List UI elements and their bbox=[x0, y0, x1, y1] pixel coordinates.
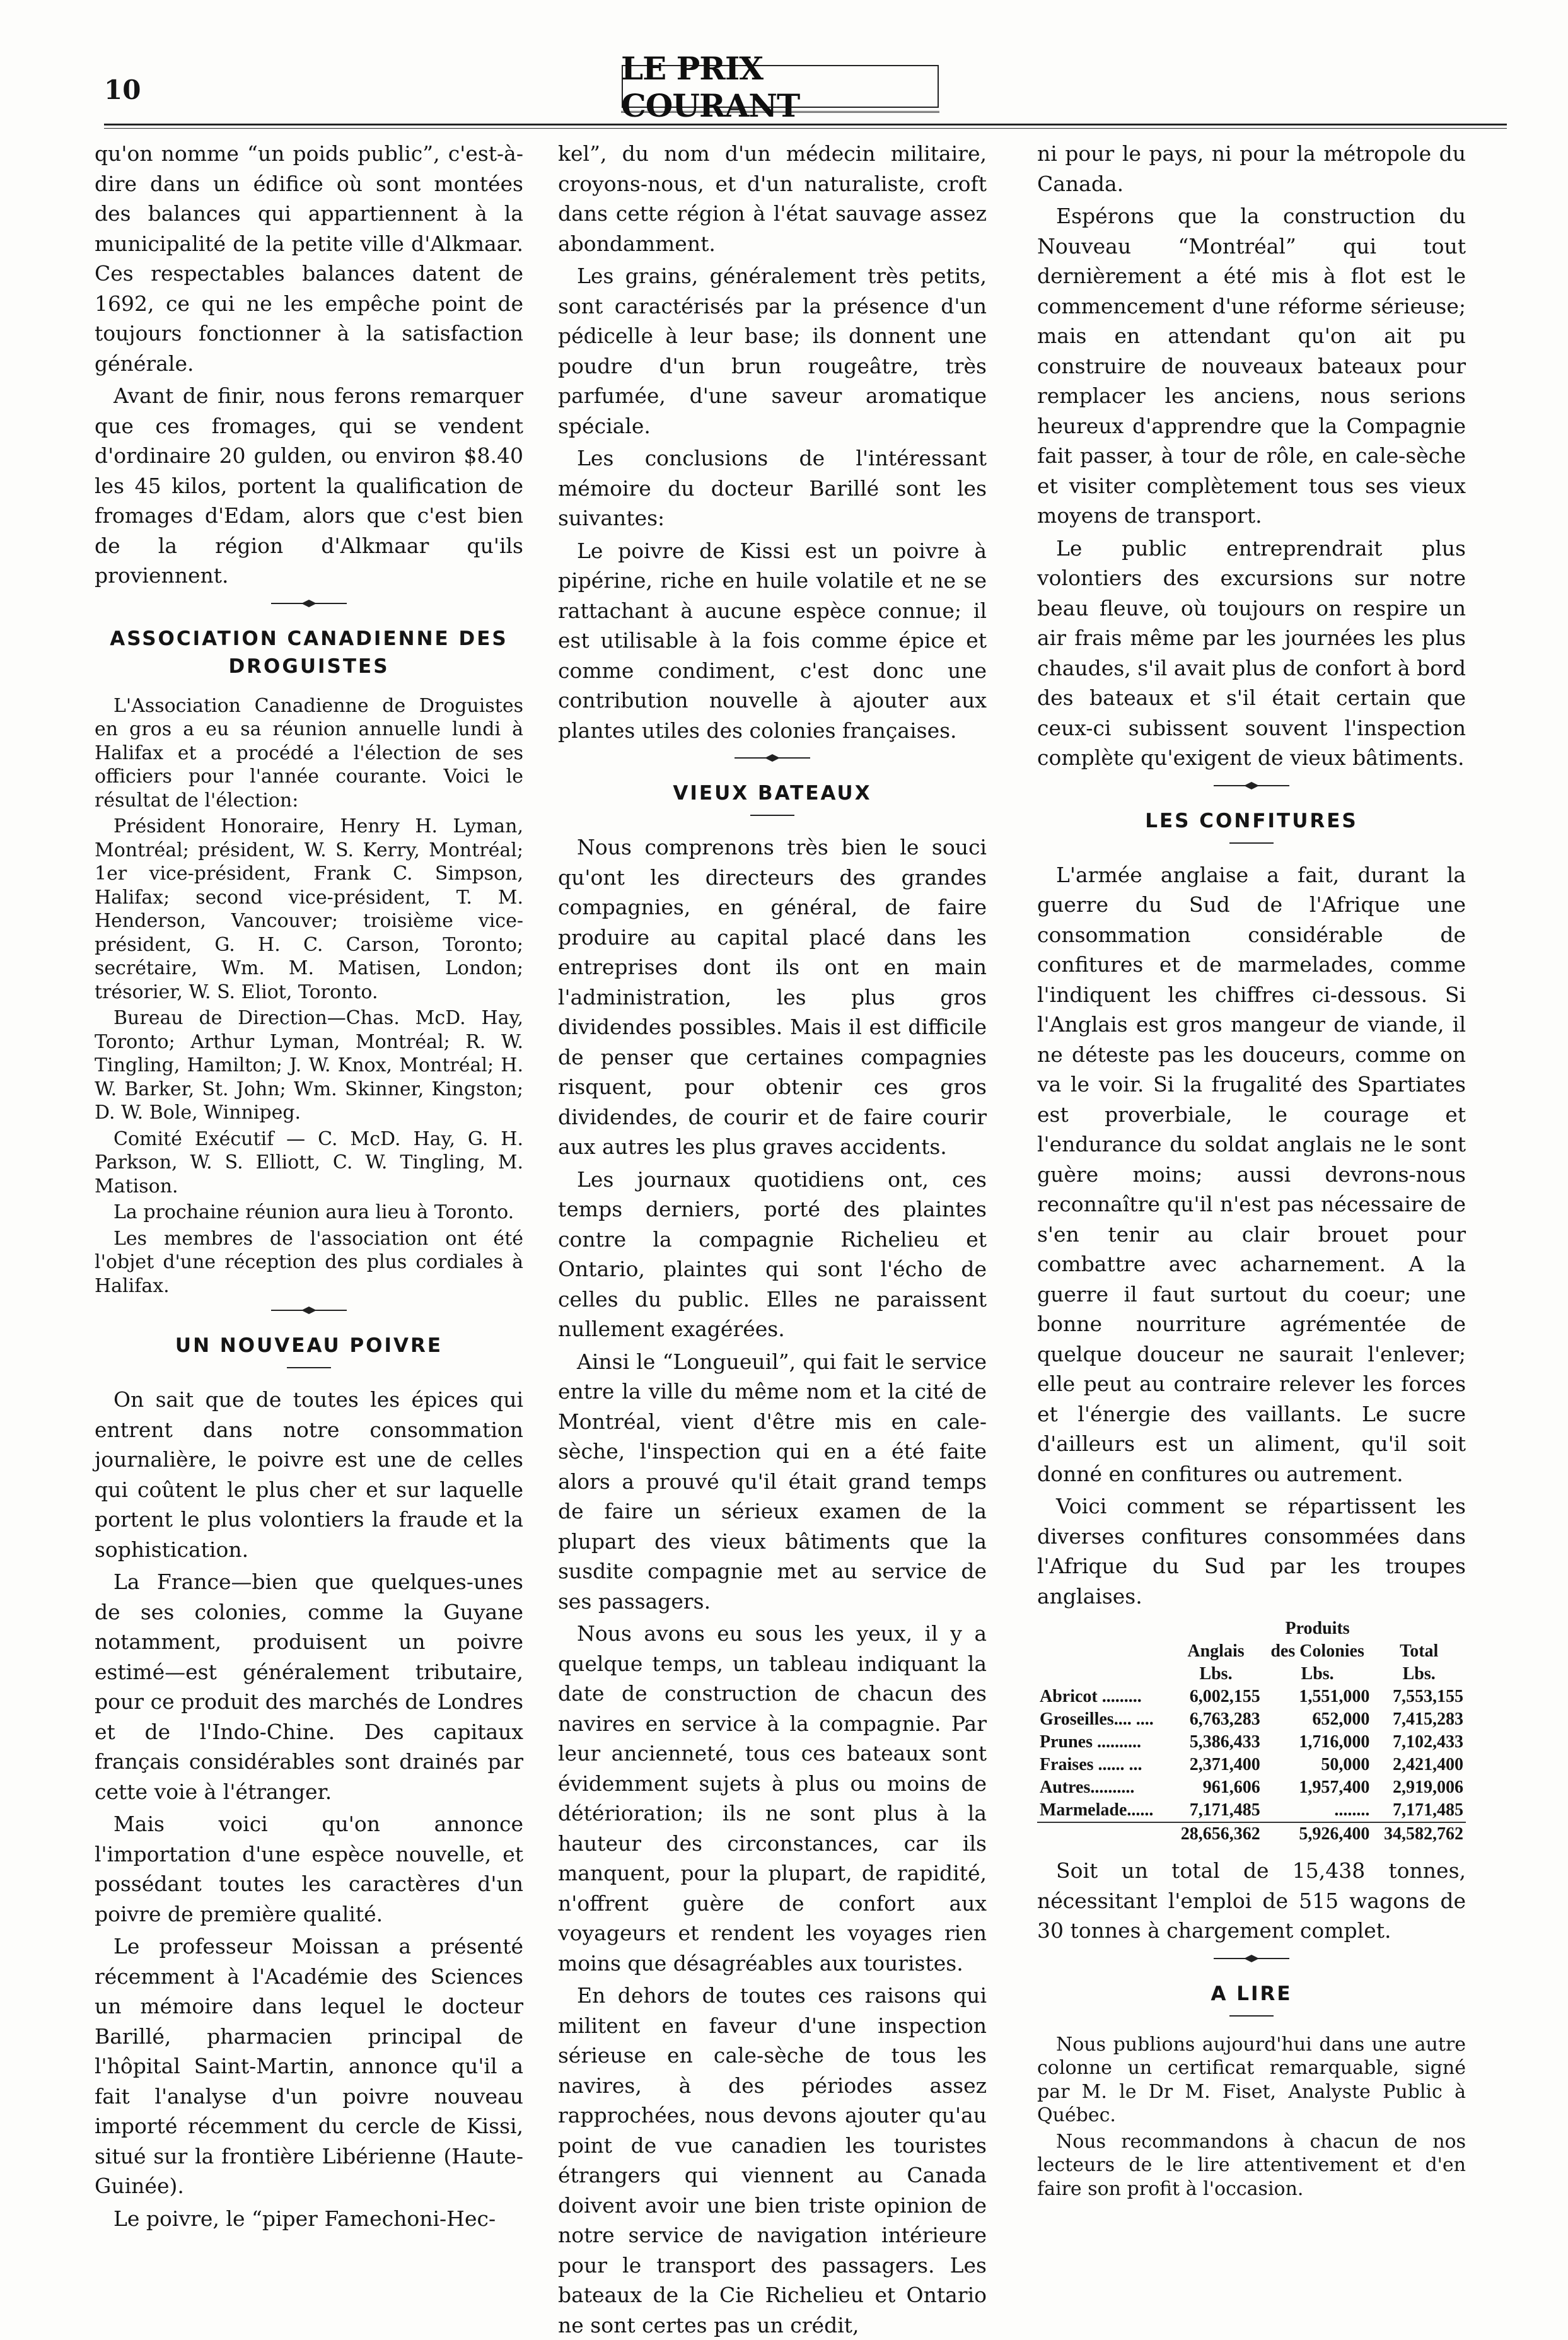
table-header: Total bbox=[1400, 1641, 1439, 1661]
paragraph: Comité Exécutif — C. McD. Hay, G. H. Parkson, W. S. Elliott, C. W. Tingling, M. Matison. bbox=[95, 1127, 523, 1197]
paragraph: ni pour le pays, ni pour la métropole du Canada. bbox=[1037, 141, 1466, 196]
heading-rule bbox=[287, 1367, 331, 1368]
masthead-title: LE PRIX COURANT bbox=[621, 50, 800, 124]
row-label: Prunes .......... bbox=[1040, 1732, 1141, 1752]
table-unit: Lbs. bbox=[1199, 1664, 1233, 1684]
heading-rule bbox=[1229, 2015, 1274, 2017]
table-row bbox=[1037, 1708, 1466, 1731]
cell-anglais: 6,002,155 bbox=[1189, 1687, 1260, 1706]
paragraph: La France—bien que quelques-unes de ses colonies, comme la Guyane notamment, produisent un poivre estimé—est généralement tributaire, pour ce produit des marchés de Londres et de l'Indo-Chine. Des capitaux français considérables sont drainés par cette voie à l'étranger. bbox=[95, 1569, 523, 1804]
paragraph: L'Association Canadienne de Droguistes en gros a eu sa réunion annuelle lundi à Halifax et a procédé a l'élection de ses officiers pour l'année courante. Voici le résultat de l'élection: bbox=[95, 694, 523, 812]
paragraph: Espérons que la construction du Nouveau “Montréal” qui tout dernièrement a été mis à flot est le commencement d'une réforme sérieuse; mais en attendant qu'on ait pu construire de nouveaux bateaux pour remplacer les anciens, nous serions heureux d'apprendre que la Compagnie fait passer, à tour de rôle, en cale-sèche et visiter complètement tous ses vieux moyens de transport. bbox=[1037, 204, 1466, 528]
table-row bbox=[1037, 1799, 1466, 1822]
paragraph: Le poivre, le “piper Famechoni-Hec- bbox=[113, 2206, 496, 2231]
cell-anglais: 2,371,400 bbox=[1189, 1755, 1260, 1774]
section-heading: VIEUX BATEAUX bbox=[673, 782, 872, 805]
column-1 bbox=[95, 139, 523, 2233]
table-total-row bbox=[1037, 1822, 1466, 1846]
page-number: 10 bbox=[104, 74, 141, 105]
paragraph: Le poivre de Kissi est un poivre à pipérine, riche en huile volatile et ne se rattachant à aucune espèce connue; il est utilisable à la fois comme épice et comme condiment, c'est donc une contribution nouvelle à ajouter aux plantes utiles des colonies françaises. bbox=[558, 538, 987, 743]
paragraph: qu'on nomme “un poids public”, c'est-à-dire dans un édifice où sont montées des balances qui appartiennent à la municipalité de la petite ville d'Alkmaar. Ces respectables balances datent de 1692, ce qui ne les empêche point de toujours fonctionner à la satisfaction générale. bbox=[95, 141, 523, 376]
row-label: Marmelade...... bbox=[1040, 1800, 1154, 1820]
paragraph: Nous publions aujourd'hui dans une autre colonne un certificat remarquable, signé par M. le Dr M. Fiset, Analyste Public à Québec. bbox=[1037, 2033, 1466, 2126]
section-ornament-icon bbox=[95, 597, 523, 616]
cell-total: 7,415,283 bbox=[1393, 1709, 1463, 1729]
column-2 bbox=[558, 139, 987, 2340]
paragraph: kel”, du nom d'un médecin militaire, croyons-nous, et d'un naturaliste, croft dans cette région à l'état sauvage assez abondamment. bbox=[558, 141, 987, 256]
header-rule bbox=[104, 124, 1507, 129]
cell-colonies: ........ bbox=[1334, 1800, 1370, 1820]
paragraph: Soit un total de 15,438 tonnes, nécessitant l'emploi de 515 wagons de 30 tonnes à chargement complet. bbox=[1037, 1858, 1466, 1943]
paragraph: L'armée anglaise a fait, durant la guerre du Sud de l'Afrique une consommation considérable de confitures et de marmelades, comme l'indiquent les chiffres ci-dessous. Si l'Anglais est gros mangeur de viande, il ne déteste pas les douceurs, comme on va le voir. Si la frugalité des Spartiates est proverbiale, le courage et l'endurance du soldat anglais ne le sont guère moins; aussi devrons-nous reconnaître qu'il n'est pas nécessaire de s'en tenir au clair brouet pour combattre avec acharnement. A la guerre il faut surtout du coeur; une bonne nourriture agrémentée de quelque douceur ne saurait l'enlever; elle peut au contraire relever les forces et l'énergie des vaillants. Le sucre d'ailleurs est un aliment, qu'il soit donné en confitures ou autrement. bbox=[1037, 862, 1466, 1486]
column-3 bbox=[1037, 139, 1466, 2201]
table-unit: Lbs. bbox=[1402, 1664, 1436, 1684]
paragraph: Mais voici qu'on annonce l'importation d'une espèce nouvelle, et possédant toutes les caractères d'un poivre de première qualité. bbox=[95, 1812, 523, 1926]
heading-rule bbox=[750, 815, 794, 816]
section-heading: LES CONFITURES bbox=[1145, 809, 1358, 832]
paragraph: Le public entreprendrait plus volontiers des excursions sur notre beau fleuve, où toujours on respire un air frais même par les journées les plus chaudes, s'il avait plus de confort à bord des bateaux et s'il était certain que ceux-ci subissent souvent l'inspection complète qu'exigent de vieux bâtiments. bbox=[1037, 535, 1466, 770]
section-heading: UN NOUVEAU POIVRE bbox=[175, 1334, 443, 1357]
cell-colonies: 652,000 bbox=[1312, 1709, 1370, 1729]
total-colonies: 5,926,400 bbox=[1263, 1822, 1373, 1846]
confitures-table bbox=[1037, 1617, 1466, 1846]
paragraph: On sait que de toutes les épices qui entrent dans notre consommation journalière, le poivre est une de celles qui coûtent le plus cher et sur laquelle portent le plus volontiers la fraude et la sophistication. bbox=[95, 1387, 523, 1562]
cell-anglais: 961,606 bbox=[1202, 1778, 1260, 1797]
section-ornament-icon bbox=[1037, 779, 1466, 798]
table-header: Anglais bbox=[1187, 1641, 1245, 1661]
row-label: Groseilles.... .... bbox=[1040, 1709, 1154, 1729]
cell-anglais: 7,171,485 bbox=[1189, 1800, 1260, 1820]
paragraph: Voici comment se répartissent les diverses confitures consommées dans l'Afrique du Sud par les troupes anglaises. bbox=[1037, 1494, 1466, 1609]
paragraph: Nous recommandons à chacun de nos lecteurs de le lire attentivement et d'en faire son profit à l'occasion. bbox=[1037, 2130, 1466, 2200]
table-row bbox=[1037, 1754, 1466, 1776]
cell-colonies: 1,716,000 bbox=[1299, 1732, 1370, 1752]
cell-anglais: 6,763,283 bbox=[1189, 1709, 1260, 1729]
paragraph: Les journaux quotidiens ont, ces temps derniers, porté des plaintes contre la compagnie Richelieu et Ontario, plaintes qui sont l'écho de celles du public. Elles ne paraissent nullement exagérées. bbox=[558, 1167, 987, 1341]
paragraph: Les grains, généralement très petits, sont caractérisés par la présence d'un pédicelle à leur base; ils donnent une poudre d'un brun rougeâtre, très parfumée, d'une saveur aromatique spéciale. bbox=[558, 264, 987, 438]
section-ornament-icon bbox=[95, 1304, 523, 1323]
table-row bbox=[1037, 1776, 1466, 1799]
heading-rule bbox=[1229, 842, 1274, 844]
paragraph: Nous comprenons très bien le souci qu'ont les directeurs des grandes compagnies, en général, de faire produire au capital placé dans les entreprises dont ils ont en main l'administration, les plus gros dividendes possibles. Mais il est difficile de penser que certaines compagnies risquent, pour obtenir ces gros dividendes, de courir et de faire courir aux autres les plus graves accidents. bbox=[558, 835, 987, 1159]
table-group-header: Produits bbox=[1285, 1619, 1350, 1638]
table-header: des Colonies bbox=[1270, 1641, 1364, 1661]
paragraph: Ainsi le “Longueuil”, qui fait le service entre la ville du même nom et la cité de Montréal, vient d'être mis en cale-sèche, l'inspection qui en a été faite alors a prouvé qu'il était grand temps de faire un sérieux examen de la plupart des vieux bâtiments que la susdite compagnie met au service de ses passagers. bbox=[558, 1349, 987, 1614]
table-unit: Lbs. bbox=[1301, 1664, 1334, 1684]
section-ornament-icon bbox=[558, 752, 987, 771]
cell-colonies: 1,957,400 bbox=[1299, 1778, 1370, 1797]
section-heading: A LIRE bbox=[1211, 1982, 1292, 2005]
paragraph: Président Honoraire, Henry H. Lyman, Montréal; président, W. S. Kerry, Montréal; 1er vice-président, Frank C. Simpson, Halifax; second vice-président, T. M. Henderson, Vancouver; troisième vice-président, G. H. C. Carson, Toronto; secrétaire, Wm. M. Matisen, London; trésorier, W. S. Eliot, Toronto. bbox=[95, 815, 523, 1003]
paragraph: Nous avons eu sous les yeux, il y a quelque temps, un tableau indiquant la date de construction de chacun des navires en service à la compagnie. Par leur ancienneté, tous ces bateaux sont évidemment sujets à plus ou moins de détérioration; ils ne sont plus à la hauteur des circonstances, car ils manquent, pour la plupart, de rapidité, n'offrent guère de confort aux voyageurs et rendent les voyages rien moins que désagréables aux touristes. bbox=[558, 1621, 987, 1976]
paragraph: Les conclusions de l'intéressant mémoire du docteur Barillé sont les suivantes: bbox=[558, 446, 987, 530]
total-total: 34,582,762 bbox=[1372, 1822, 1466, 1846]
cell-anglais: 5,386,433 bbox=[1189, 1732, 1260, 1752]
cell-total: 7,102,433 bbox=[1393, 1732, 1463, 1752]
paragraph: Les membres de l'association ont été l'objet d'une réception des plus cordiales à Halifax. bbox=[95, 1227, 523, 1297]
paragraph: Avant de finir, nous ferons remarquer que ces fromages, qui se vendent d'ordinaire 20 gulden, ou environ $8.40 les 45 kilos, portent la qualification de fromages d'Edam, alors que c'est bien de la région d'Alkmaar qu'ils proviennent. bbox=[95, 383, 523, 588]
section-ornament-icon bbox=[1037, 1952, 1466, 1971]
row-label: Fraises ...... ... bbox=[1040, 1755, 1142, 1774]
cell-colonies: 50,000 bbox=[1321, 1755, 1370, 1774]
total-anglais: 28,656,362 bbox=[1169, 1822, 1263, 1846]
masthead-logo bbox=[621, 50, 939, 124]
paragraph: Le professeur Moissan a présenté récemment à l'Académie des Sciences un mémoire dans lequel le docteur Barillé, pharmacien principal de l'hôpital Saint-Martin, annonce qu'il a fait l'analyse d'un poivre nouveau importé récemment du cercle de Kissi, situé sur la frontière Libérienne (Haute-Guinée). bbox=[95, 1934, 523, 2198]
cell-total: 2,421,400 bbox=[1393, 1755, 1463, 1774]
cell-total: 7,171,485 bbox=[1393, 1800, 1463, 1820]
paragraph: En dehors de toutes ces raisons qui militent en faveur d'une inspection sérieuse en cale-sèche de tous les navires, à des périodes assez rapprochées, nous devons ajouter qu'au point de vue canadien les touristes étrangers qui viennent au Canada doivent avoir une bien triste opinion de notre service de navigation intérieure pour le transport des passagers. Les bateaux de la Cie Richelieu et Ontario ne sont certes pas un crédit, bbox=[558, 1983, 987, 2337]
row-label: Autres.......... bbox=[1040, 1778, 1135, 1797]
row-label: Abricot ......... bbox=[1040, 1687, 1142, 1706]
cell-colonies: 1,551,000 bbox=[1299, 1687, 1370, 1706]
table-row bbox=[1037, 1685, 1466, 1708]
paragraph: Bureau de Direction—Chas. McD. Hay, Toronto; Arthur Lyman, Montréal; R. W. Tingling, Hamilton; J. W. Knox, Montréal; H. W. Barker, St. John; Wm. Skinner, Kingston; D. W. Bole, Winnipeg. bbox=[95, 1007, 523, 1124]
table-row bbox=[1037, 1731, 1466, 1754]
cell-total: 2,919,006 bbox=[1393, 1778, 1463, 1797]
cell-total: 7,553,155 bbox=[1393, 1687, 1463, 1706]
paragraph: La prochaine réunion aura lieu à Toronto. bbox=[113, 1201, 514, 1223]
section-heading: ASSOCIATION CANADIENNE DES DROGUISTES bbox=[110, 627, 508, 678]
